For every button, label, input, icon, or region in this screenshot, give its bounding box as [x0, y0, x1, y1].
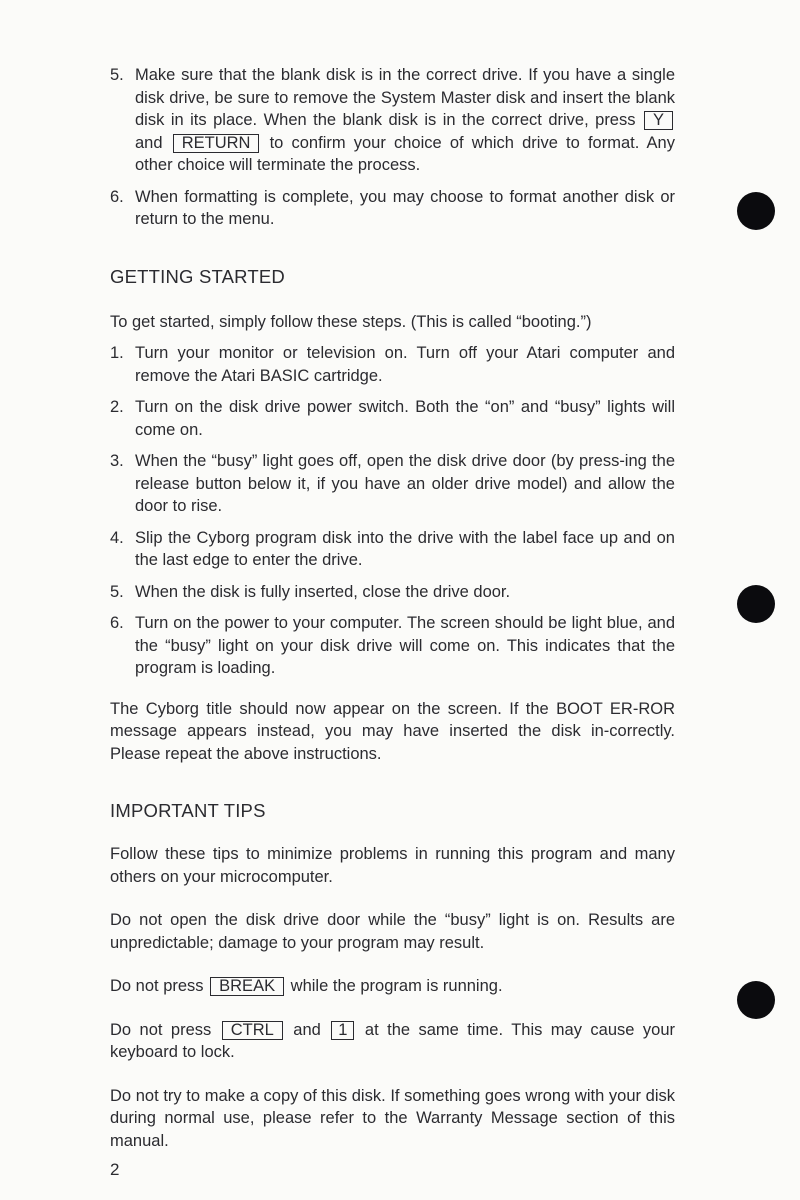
binder-hole: [737, 981, 775, 1019]
step-text: Turn your monitor or television on. Turn off your Atari computer and remove the Atari BASIC cartridge.: [135, 344, 675, 385]
step-text: When formatting is complete, you may choose to format another disk or return to the menu.: [135, 187, 675, 228]
page-number: 2: [110, 1160, 120, 1179]
tips-intro: Follow these tips to minimize problems in running this program and many others on your microcomputer.: [110, 845, 675, 886]
step-text: Slip the Cyborg program disk into the drive with the label face up and on the last edge to enter the drive.: [135, 528, 675, 569]
list-item: [110, 581, 675, 604]
section-heading-important-tips: IMPORTANT TIPS: [110, 800, 266, 821]
step-text: and: [135, 133, 163, 152]
tip-break-key: [110, 975, 675, 998]
tip-copy-disk: Do not try to make a copy of this disk. If something goes wrong with your disk during normal use, please refer to the Warranty Message section of this manual.: [110, 1086, 675, 1150]
tip-text: and: [293, 1020, 321, 1039]
tip-text: Do not press: [110, 1020, 212, 1039]
list-item: [110, 450, 675, 518]
tip-text: Do not press: [110, 977, 204, 995]
step-text: When the “busy” light goes off, open the disk drive door (by press-ing the release button below it, if you have an older drive model) and allow the door to rise.: [135, 452, 675, 515]
step-text: Make sure that the blank disk is in the correct drive. If you have a single disk drive, be sure to remove the System Master disk and insert the blank disk in its place. When the blank disk is in the correct drive, press: [135, 66, 675, 129]
step-number: 6.: [110, 187, 124, 206]
step-number: 2.: [110, 398, 124, 416]
tip-text: while the program is running.: [290, 977, 503, 995]
step-number: 3.: [110, 452, 124, 470]
step-text: Turn on the power to your computer. The screen should be light blue, and the “busy” light on your disk drive will come on. This indicates that the program is loading.: [135, 614, 675, 677]
step-text: Turn on the disk drive power switch. Both the “on” and “busy” lights will come on.: [135, 398, 675, 439]
binder-hole: [737, 585, 775, 623]
list-item: [110, 186, 675, 231]
binder-hole: [737, 192, 775, 230]
key-break: BREAK: [210, 977, 284, 996]
getting-started-outro: The Cyborg title should now appear on the screen. If the BOOT ER-ROR message appears instead, you may have inserted the disk in-correctly. Please repeat the above instructions.: [110, 699, 675, 763]
step-number: 5.: [110, 66, 124, 84]
key-ctrl: CTRL: [222, 1021, 283, 1040]
section-heading-getting-started: GETTING STARTED: [110, 265, 285, 287]
list-item: [110, 527, 675, 572]
list-item: [110, 64, 675, 177]
getting-started-intro: To get started, simply follow these steps. (This is called “booting.”): [110, 312, 592, 331]
step-text: to confirm your choice of which drive to format. Any other choice will terminate the process.: [135, 133, 675, 174]
tip-disk-door: Do not open the disk drive door while the “busy” light is on. Results are unpredictable; damage to your program may result.: [110, 911, 675, 952]
step-text: When the disk is fully inserted, close the drive door.: [135, 582, 511, 601]
key-y: Y: [644, 111, 673, 130]
step-number: 4.: [110, 528, 124, 547]
list-item: [110, 396, 675, 441]
booting-steps-list: [110, 342, 675, 680]
step-number: 6.: [110, 614, 124, 632]
format-steps-list: [110, 64, 675, 231]
list-item: [110, 612, 675, 680]
tip-text: at the same time. This may cause your keyboard to lock.: [110, 1020, 676, 1061]
list-item: [110, 342, 675, 387]
key-return: RETURN: [173, 134, 260, 153]
tip-ctrl-key: [110, 1019, 675, 1064]
page-content: [110, 64, 675, 1152]
step-number: 5.: [110, 582, 124, 601]
step-number: 1.: [110, 344, 124, 362]
key-1: 1: [331, 1021, 354, 1040]
